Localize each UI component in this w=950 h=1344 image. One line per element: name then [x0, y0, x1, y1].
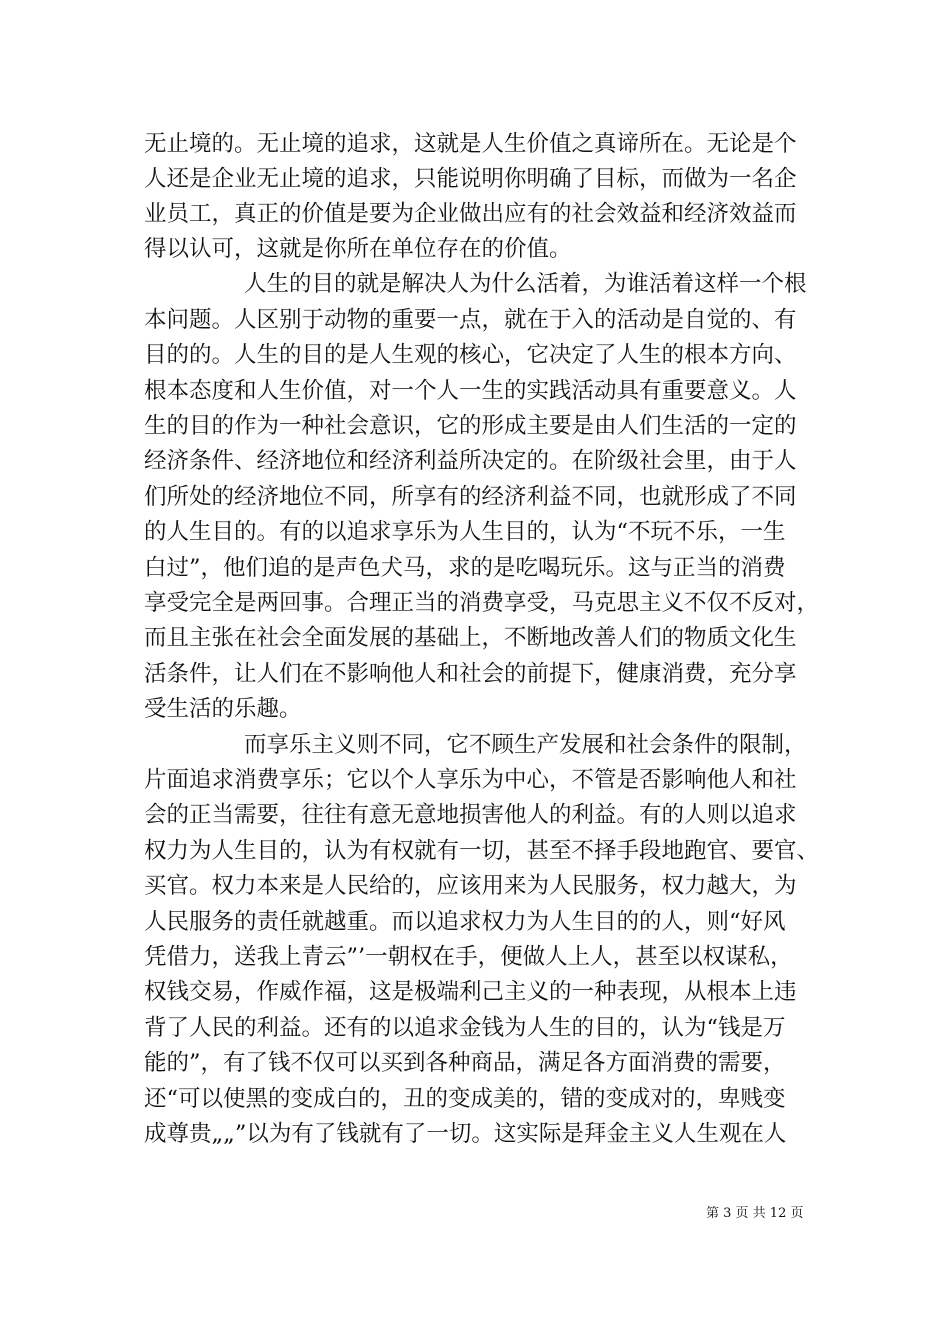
page-footer: 第 3 页 共 12 页 — [706, 1206, 804, 1221]
text-line: 经济条件、经济地位和经济利益所决定的。在阶级社会里，由于人 — [144, 448, 797, 474]
text-line: 买官。权力本来是人民给的，应该用来为人民服务，权力越大，为 — [144, 873, 797, 899]
text-line: 权钱交易，作威作福，这是极端利己主义的一种表现，从根本上违 — [144, 979, 797, 1005]
text-line: 得以认可，这就是你所在单位存在的价值。 — [144, 236, 572, 262]
text-line: 们所处的经济地位不同，所享有的经济利益不同，也就形成了不同 — [144, 484, 797, 510]
text-line: 的人生目的。有的以追求享乐为人生目的，认为“不玩不乐，一生 — [144, 519, 786, 545]
text-line: 片面追求消费享乐；它以个人享乐为中心，不管是否影响他人和社 — [144, 767, 797, 793]
text-line: 成尊贵„„”以为有了钱就有了一切。这实际是拜金主义人生观在人 — [144, 1121, 787, 1147]
paragraph-first-line: 而享乐主义则不同，它不顾生产发展和社会条件的限制， — [244, 732, 807, 758]
text-line: 本问题。人区别于动物的重要一点，就在于入的活动是自觉的、有 — [144, 307, 797, 333]
text-line: 无止境的。无止境的追求，这就是人生价值之真谛所在。无论是个 — [144, 131, 797, 157]
text-line: 人还是企业无止境的追求，只能说明你明确了目标，而做为一名企 — [144, 166, 797, 192]
text-line: 能的”，有了钱不仅可以买到各种商品，满足各方面消费的需要， — [144, 1050, 786, 1076]
text-line: 背了人民的利益。还有的以追求金钱为人生的目的，认为“钱是万 — [144, 1015, 786, 1041]
text-line: 目的的。人生的目的是人生观的核心，它决定了人生的根本方向、 — [144, 342, 797, 368]
text-line: 而且主张在社会全面发展的基础上，不断地改善人们的物质文化生 — [144, 625, 797, 651]
text-line: 会的正当需要，往往有意无意地损害他人的利益。有的人则以追求 — [144, 802, 797, 828]
text-line: 活条件，让人们在不影响他人和社会的前提下，健康消费，充分享 — [144, 661, 797, 687]
text-line: 享受完全是两回事。合理正当的消费享受，马克思主义不仅不反对， — [144, 590, 820, 616]
paragraph-first-line: 人生的目的就是解决人为什么活着，为谁活着这样一个根 — [244, 271, 807, 297]
text-line: 还“可以使黑的变成白的，丑的变成美的，错的变成对的，卑贱变 — [144, 1086, 786, 1112]
text-line: 权力为人生目的，认为有权就有一切，甚至不择手段地跑官、要官、 — [144, 838, 820, 864]
text-line: 凭借力，送我上青云”’一朝权在手，便做人上人，甚至以权谋私， — [144, 944, 793, 970]
text-line: 受生活的乐趣。 — [144, 696, 302, 722]
text-line: 人民服务的责任就越重。而以追求权力为人生目的的人，则“好风 — [144, 909, 786, 935]
text-line: 根本态度和人生价值，对一个人一生的实践活动具有重要意义。人 — [144, 378, 797, 404]
text-line: 业员工，真正的价值是要为企业做出应有的社会效益和经济效益而 — [144, 201, 797, 227]
text-line: 白过”，他们追的是声色犬马，求的是吃喝玩乐。这与正当的消费 — [144, 555, 786, 581]
text-line: 生的目的作为一种社会意识，它的形成主要是由人们生活的一定的 — [144, 413, 797, 439]
